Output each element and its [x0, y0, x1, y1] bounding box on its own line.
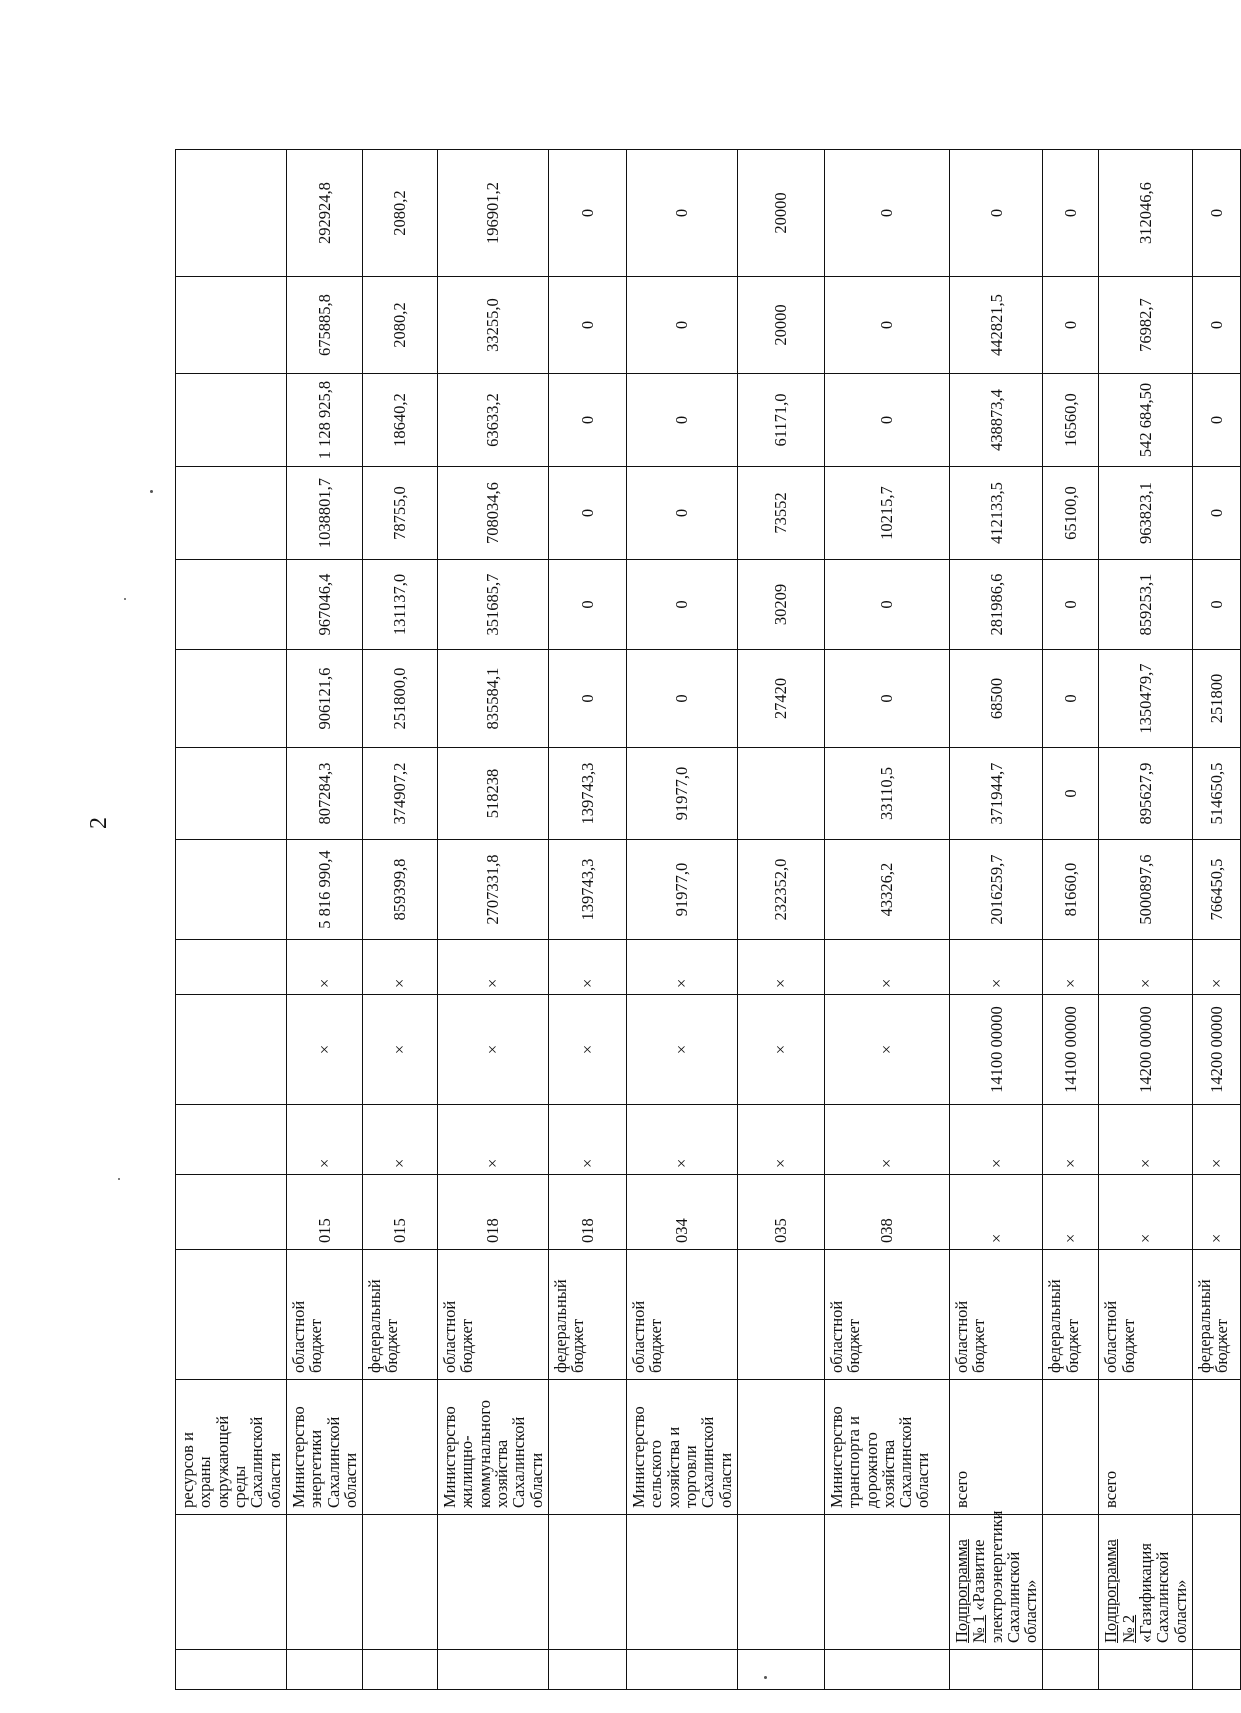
cell-csr: ×	[737, 995, 824, 1105]
cell-value: 43326,2	[824, 840, 949, 940]
cell-csr: ×	[627, 995, 738, 1105]
cell-value: 2707331,8	[438, 840, 549, 940]
cell-value: 91977,0	[627, 840, 738, 940]
cell-value: 675885,8	[286, 277, 362, 374]
cell-value: 0	[627, 467, 738, 560]
cell-source: областной бюджет	[824, 1250, 949, 1380]
cell-empty	[176, 1250, 287, 1380]
cell-responsible: ресурсов и охраны окружающей среды Сахалинской области	[176, 1380, 287, 1515]
cell-value: 251800	[1193, 650, 1241, 748]
cell-vr: ×	[286, 940, 362, 995]
cell-value: 0	[1193, 150, 1241, 277]
cell-grbs: 015	[286, 1175, 362, 1250]
cell-value: 807284,3	[286, 748, 362, 840]
cell-value: 312046,6	[1099, 150, 1193, 277]
cell-value: 61171,0	[737, 374, 824, 467]
cell-value: 0	[824, 277, 949, 374]
cell-source: областной бюджет	[627, 1250, 738, 1380]
cell-value: 68500	[949, 650, 1043, 748]
cell-value: 18640,2	[363, 374, 438, 467]
cell-program	[1099, 1515, 1193, 1650]
cell-rzpr: ×	[549, 1105, 627, 1175]
cell-program	[549, 1515, 627, 1650]
cell-value: 0	[549, 650, 627, 748]
table-row	[1193, 150, 1241, 1690]
cell-grbs: 034	[627, 1175, 738, 1250]
cell-grbs: ×	[1043, 1175, 1099, 1250]
cell-program	[176, 1515, 287, 1650]
cell-csr: ×	[438, 995, 549, 1105]
cell-value: 859399,8	[363, 840, 438, 940]
cell-value: 2080,2	[363, 277, 438, 374]
cell-vr: ×	[627, 940, 738, 995]
cell-program	[363, 1515, 438, 1650]
cell-value: 438873,4	[949, 374, 1043, 467]
cell-empty	[737, 1650, 824, 1690]
cell-value: 5 816 990,4	[286, 840, 362, 940]
cell-value: 63633,2	[438, 374, 549, 467]
table-row	[949, 150, 1043, 1690]
cell-grbs: ×	[1099, 1175, 1193, 1250]
cell-value: 10215,7	[824, 467, 949, 560]
cell-value: 30209	[737, 560, 824, 650]
cell-value: 0	[1043, 150, 1099, 277]
cell-csr: 14100 00000	[1043, 995, 1099, 1105]
cell-value: 78755,0	[363, 467, 438, 560]
cell-empty	[627, 1650, 738, 1690]
cell-responsible	[737, 1380, 824, 1515]
cell-value: 0	[1043, 650, 1099, 748]
cell-value: 65100,0	[1043, 467, 1099, 560]
table-row	[286, 150, 362, 1690]
cell-responsible	[363, 1380, 438, 1515]
cell-value: 0	[627, 150, 738, 277]
cell-value: 27420	[737, 650, 824, 748]
cell-vr: ×	[438, 940, 549, 995]
subprogram-link: Подпрограмма № 1	[951, 1539, 989, 1643]
table-row	[737, 150, 824, 1690]
cell-grbs: 035	[737, 1175, 824, 1250]
cell-value: 412133,5	[949, 467, 1043, 560]
cell-empty	[176, 150, 287, 277]
cell-source: федеральный бюджет	[1043, 1250, 1099, 1380]
cell-source: областной бюджет	[1099, 1250, 1193, 1380]
cell-value: 131137,0	[363, 560, 438, 650]
cell-value: 0	[1193, 374, 1241, 467]
cell-empty	[176, 1175, 287, 1250]
cell-grbs: 018	[549, 1175, 627, 1250]
cell-value: 91977,0	[627, 748, 738, 840]
cell-empty	[824, 1650, 949, 1690]
cell-responsible: Министерство сельского хозяйства и торговли Сахалинской области	[627, 1380, 738, 1515]
table-row	[549, 150, 627, 1690]
table-row	[824, 150, 949, 1690]
cell-empty	[949, 1650, 1043, 1690]
cell-empty	[176, 1650, 287, 1690]
cell-value: 766450,5	[1193, 840, 1241, 940]
cell-value: 0	[1043, 748, 1099, 840]
cell-value: 963823,1	[1099, 467, 1193, 560]
cell-value: 0	[549, 277, 627, 374]
cell-empty	[549, 1650, 627, 1690]
cell-empty	[1043, 1650, 1099, 1690]
cell-value: 859253,1	[1099, 560, 1193, 650]
cell-rzpr: ×	[949, 1105, 1043, 1175]
cell-value	[737, 748, 824, 840]
cell-empty	[176, 650, 287, 748]
cell-rzpr: ×	[627, 1105, 738, 1175]
cell-value: 5000897,6	[1099, 840, 1193, 940]
cell-value: 0	[549, 560, 627, 650]
cell-value: 0	[627, 560, 738, 650]
cell-value: 73552	[737, 467, 824, 560]
table-row-top	[176, 150, 287, 1690]
cell-value: 0	[1043, 277, 1099, 374]
cell-source: областной бюджет	[949, 1250, 1043, 1380]
cell-responsible: Министерство жилищно-коммунального хозяйства Сахалинской области	[438, 1380, 549, 1515]
cell-value: 196901,2	[438, 150, 549, 277]
cell-value: 20000	[737, 150, 824, 277]
cell-value: 0	[824, 650, 949, 748]
cell-empty	[176, 1105, 287, 1175]
cell-source: областной бюджет	[438, 1250, 549, 1380]
cell-grbs: 015	[363, 1175, 438, 1250]
cell-value: 0	[824, 150, 949, 277]
cell-value: 514650,5	[1193, 748, 1241, 840]
cell-program	[286, 1515, 362, 1650]
cell-source	[737, 1250, 824, 1380]
cell-empty	[1193, 1650, 1241, 1690]
cell-value: 374907,2	[363, 748, 438, 840]
cell-value: 0	[627, 374, 738, 467]
cell-value: 292924,8	[286, 150, 362, 277]
cell-value: 0	[627, 650, 738, 748]
cell-value: 0	[549, 374, 627, 467]
cell-rzpr: ×	[737, 1105, 824, 1175]
cell-empty	[363, 1650, 438, 1690]
cell-vr: ×	[824, 940, 949, 995]
cell-program	[438, 1515, 549, 1650]
cell-program	[949, 1510, 1043, 1650]
cell-vr: ×	[949, 940, 1043, 995]
cell-empty	[438, 1650, 549, 1690]
rotated-table-container	[175, 150, 1232, 1690]
cell-rzpr: ×	[1043, 1105, 1099, 1175]
cell-value: 2016259,7	[949, 840, 1043, 940]
cell-responsible: Министерство транспорта и дорожного хозяйства Сахалинской области	[824, 1380, 949, 1515]
cell-value: 542 684,50	[1099, 374, 1193, 467]
table-row	[363, 150, 438, 1690]
cell-value: 967046,4	[286, 560, 362, 650]
table-row	[1099, 150, 1193, 1690]
cell-empty	[176, 748, 287, 840]
cell-rzpr: ×	[438, 1105, 549, 1175]
cell-program	[627, 1515, 738, 1650]
cell-program	[1193, 1515, 1241, 1650]
cell-program	[737, 1515, 824, 1650]
cell-source: федеральный бюджет	[1193, 1250, 1241, 1380]
scan-speck	[124, 598, 126, 600]
cell-value: 81660,0	[1043, 840, 1099, 940]
cell-value: 33255,0	[438, 277, 549, 374]
cell-empty	[176, 467, 287, 560]
cell-rzpr: ×	[824, 1105, 949, 1175]
cell-grbs: ×	[1193, 1175, 1241, 1250]
cell-value: 0	[549, 467, 627, 560]
cell-vr: ×	[1193, 940, 1241, 995]
cell-value: 76982,7	[1099, 277, 1193, 374]
cell-csr: 14100 00000	[949, 995, 1043, 1105]
cell-value: 281986,6	[949, 560, 1043, 650]
subprogram-title: «Газификация Сахалинской области»	[1136, 1543, 1190, 1643]
cell-value: 351685,7	[438, 560, 549, 650]
cell-value: 1 128 925,8	[286, 374, 362, 467]
cell-csr: ×	[286, 995, 362, 1105]
cell-value: 0	[949, 150, 1043, 277]
cell-grbs: 038	[824, 1175, 949, 1250]
cell-csr: ×	[363, 995, 438, 1105]
cell-value: 0	[627, 277, 738, 374]
cell-program	[824, 1515, 949, 1650]
cell-value: 20000	[737, 277, 824, 374]
cell-rzpr: ×	[363, 1105, 438, 1175]
cell-value: 0	[824, 560, 949, 650]
scan-speck	[150, 490, 153, 493]
cell-rzpr: ×	[286, 1105, 362, 1175]
subprogram-title: «Развитие электроэнергетики Сахалинской области»	[969, 1510, 1041, 1643]
cell-value: 33110,5	[824, 748, 949, 840]
subprogram-link: Подпрограмма № 2	[1101, 1539, 1138, 1643]
cell-value: 835584,1	[438, 650, 549, 748]
cell-csr: 14200 00000	[1099, 995, 1193, 1105]
cell-value: 371944,7	[949, 748, 1043, 840]
cell-csr: 14200 00000	[1193, 995, 1241, 1105]
cell-vr: ×	[1099, 940, 1193, 995]
cell-grbs: ×	[949, 1175, 1043, 1250]
cell-responsible: всего	[1099, 1380, 1193, 1515]
cell-value: 16560,0	[1043, 374, 1099, 467]
cell-source: федеральный бюджет	[549, 1250, 627, 1380]
cell-empty	[176, 560, 287, 650]
table-row	[1043, 150, 1099, 1690]
cell-empty	[176, 840, 287, 940]
cell-value: 0	[1193, 277, 1241, 374]
cell-responsible	[549, 1380, 627, 1515]
cell-responsible	[1043, 1380, 1099, 1515]
cell-source: федеральный бюджет	[363, 1250, 438, 1380]
cell-vr: ×	[549, 940, 627, 995]
cell-rzpr: ×	[1193, 1105, 1241, 1175]
cell-responsible	[1193, 1380, 1241, 1515]
cell-value: 139743,3	[549, 748, 627, 840]
table-row	[438, 150, 549, 1690]
cell-csr: ×	[824, 995, 949, 1105]
cell-value: 251800,0	[363, 650, 438, 748]
cell-value: 232352,0	[737, 840, 824, 940]
cell-value: 0	[1193, 560, 1241, 650]
cell-vr: ×	[737, 940, 824, 995]
cell-value: 1350479,7	[1099, 650, 1193, 748]
cell-value: 895627,9	[1099, 748, 1193, 840]
cell-empty	[1099, 1650, 1193, 1690]
cell-value: 1038801,7	[286, 467, 362, 560]
cell-program	[1043, 1515, 1099, 1650]
cell-empty	[286, 1650, 362, 1690]
cell-value: 0	[1043, 560, 1099, 650]
cell-responsible: всего	[949, 1380, 1043, 1515]
cell-value: 0	[824, 374, 949, 467]
cell-value: 0	[549, 150, 627, 277]
cell-empty	[176, 940, 287, 995]
cell-rzpr: ×	[1099, 1105, 1193, 1175]
cell-csr: ×	[549, 995, 627, 1105]
budget-table	[175, 149, 1241, 1690]
cell-value: 708034,6	[438, 467, 549, 560]
cell-responsible: Министерство энергетики Сахалинской области	[286, 1380, 362, 1515]
cell-value: 139743,3	[549, 840, 627, 940]
page-number: 2	[86, 817, 112, 829]
cell-vr: ×	[363, 940, 438, 995]
table-row	[627, 150, 738, 1690]
cell-source: областной бюджет	[286, 1250, 362, 1380]
cell-value: 906121,6	[286, 650, 362, 748]
cell-empty	[176, 277, 287, 374]
cell-value: 0	[1193, 467, 1241, 560]
cell-value: 2080,2	[363, 150, 438, 277]
cell-grbs: 018	[438, 1175, 549, 1250]
scan-speck	[764, 1676, 767, 1679]
cell-vr: ×	[1043, 940, 1099, 995]
scan-speck	[118, 1178, 120, 1180]
cell-value: 518238	[438, 748, 549, 840]
cell-value: 442821,5	[949, 277, 1043, 374]
cell-empty	[176, 374, 287, 467]
cell-empty	[176, 995, 287, 1105]
